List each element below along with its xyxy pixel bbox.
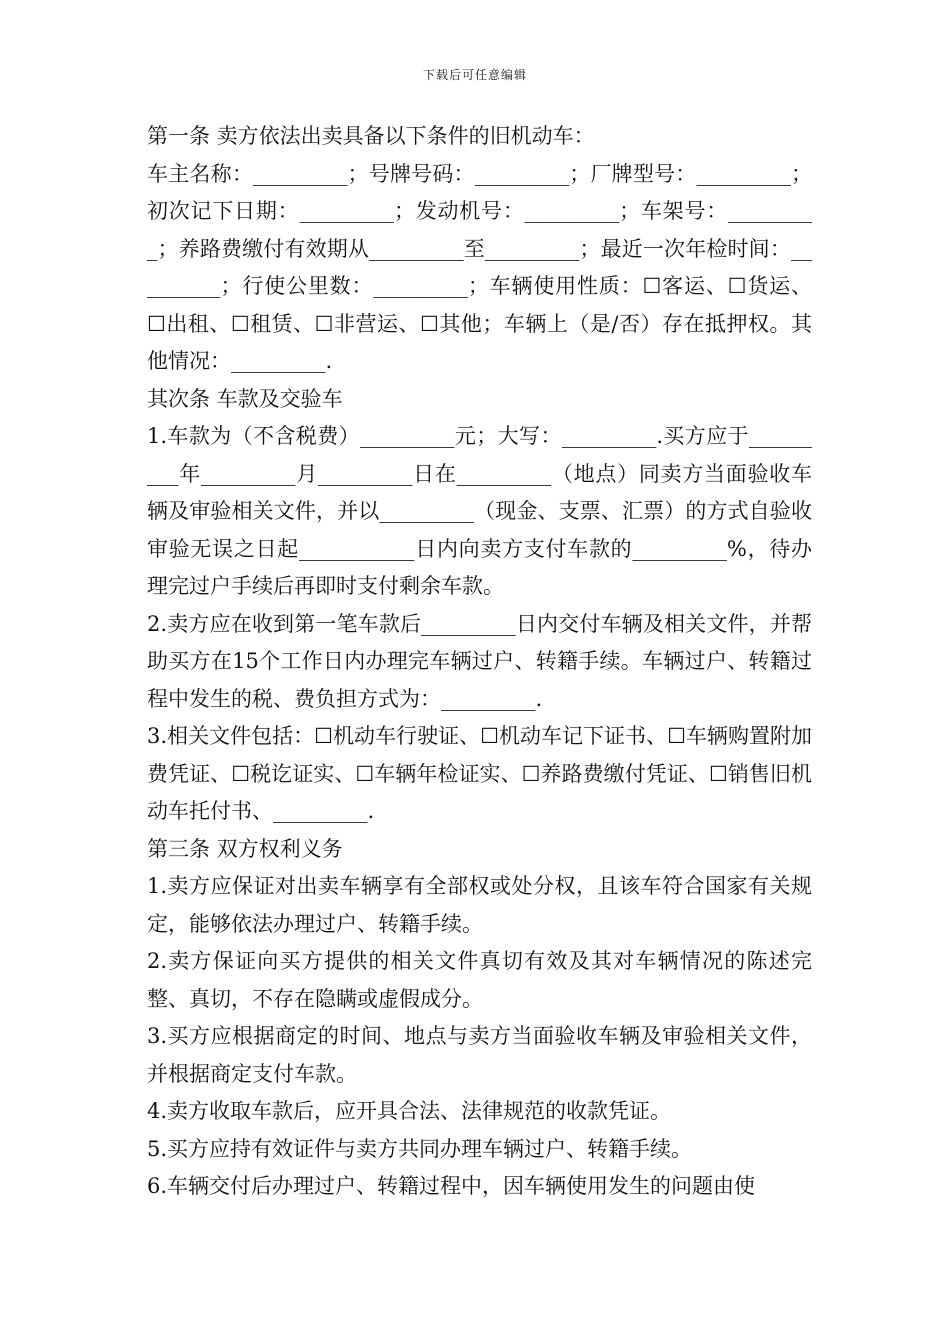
section-1-heading: 第一条 卖方依法出卖具备以下条件的旧机动车： bbox=[147, 124, 595, 148]
section-3-paragraph-2: 2.卖方保证向买方提供的相关文件真切有效及其对车辆情况的陈述完整、真切，不存在隐瞒或虚假成分。 bbox=[147, 949, 812, 1011]
section-3-heading: 第三条 双方权利义务 bbox=[147, 836, 343, 861]
section-3-paragraph-4: 4.卖方收取车款后，应开具合法、法律规范的收款凭证。 bbox=[147, 1099, 672, 1123]
section-2-paragraph-1: 1.车款为（不含税费）_________元；大写：_________.买方应于_________年_________月_________日在_________（地点）同卖方当面验收车辆及审验相关文件，并以_________（现金、支票、汇票）的方式自验收审验无误之日起___________日内向卖方支付车款的_________%，待办理完过户手续后再即时支付剩余车款。 bbox=[147, 424, 812, 598]
document-body bbox=[147, 118, 812, 1206]
section-3-paragraph-5: 5.买方应持有效证件与卖方共同办理车辆过户、转籍手续。 bbox=[147, 1136, 693, 1161]
section-2-paragraph-3: 3.相关文件包括：☐机动车行驶证、☐机动车记下证书、☐车辆购置附加费凭证、☐税讫证实、☐车辆年检证实、☐养路费缴付凭证、☐销售旧机动车托付书、_________. bbox=[147, 724, 812, 823]
header-note: 下载后可任意编辑 bbox=[422, 68, 527, 82]
section-3-paragraph-3: 3.买方应根据商定的时间、地点与卖方当面验收车辆及审验相关文件，并根据商定支付车款。 bbox=[147, 1024, 812, 1086]
section-3-paragraph-6: 6.车辆交付后办理过户、转籍过程中，因车辆使用发生的问题由使 bbox=[147, 1174, 756, 1198]
section-3-paragraph-1: 1.卖方应保证对出卖车辆享有全部权或处分权，且该车符合国家有关规定，能够依法办理过户、转籍手续。 bbox=[147, 874, 812, 936]
section-2-heading: 其次条 车款及交验车 bbox=[147, 386, 343, 411]
section-2-paragraph-2: 2.卖方应在收到第一笔车款后_________日内交付车辆及相关文件，并帮助买方在15个工作日内办理完车辆过户、转籍手续。车辆过户、转籍过程中发生的税、费负担方式为：_________. bbox=[147, 611, 812, 711]
section-1-paragraph: 车主名称：_________；号牌号码：_________；厂牌型号：_________；初次记下日期：_________；发动机号：_________；车架号：_________；养路费缴付有效期从_________至_________；最近一次年检时间：_________；行使公里数：_________；车辆使用性质：☐客运、☐货运、☐出租、☐租赁、☐非营运、☐其他；车辆上（是/否）存在抵押权。其他情况：_________. bbox=[147, 161, 812, 373]
